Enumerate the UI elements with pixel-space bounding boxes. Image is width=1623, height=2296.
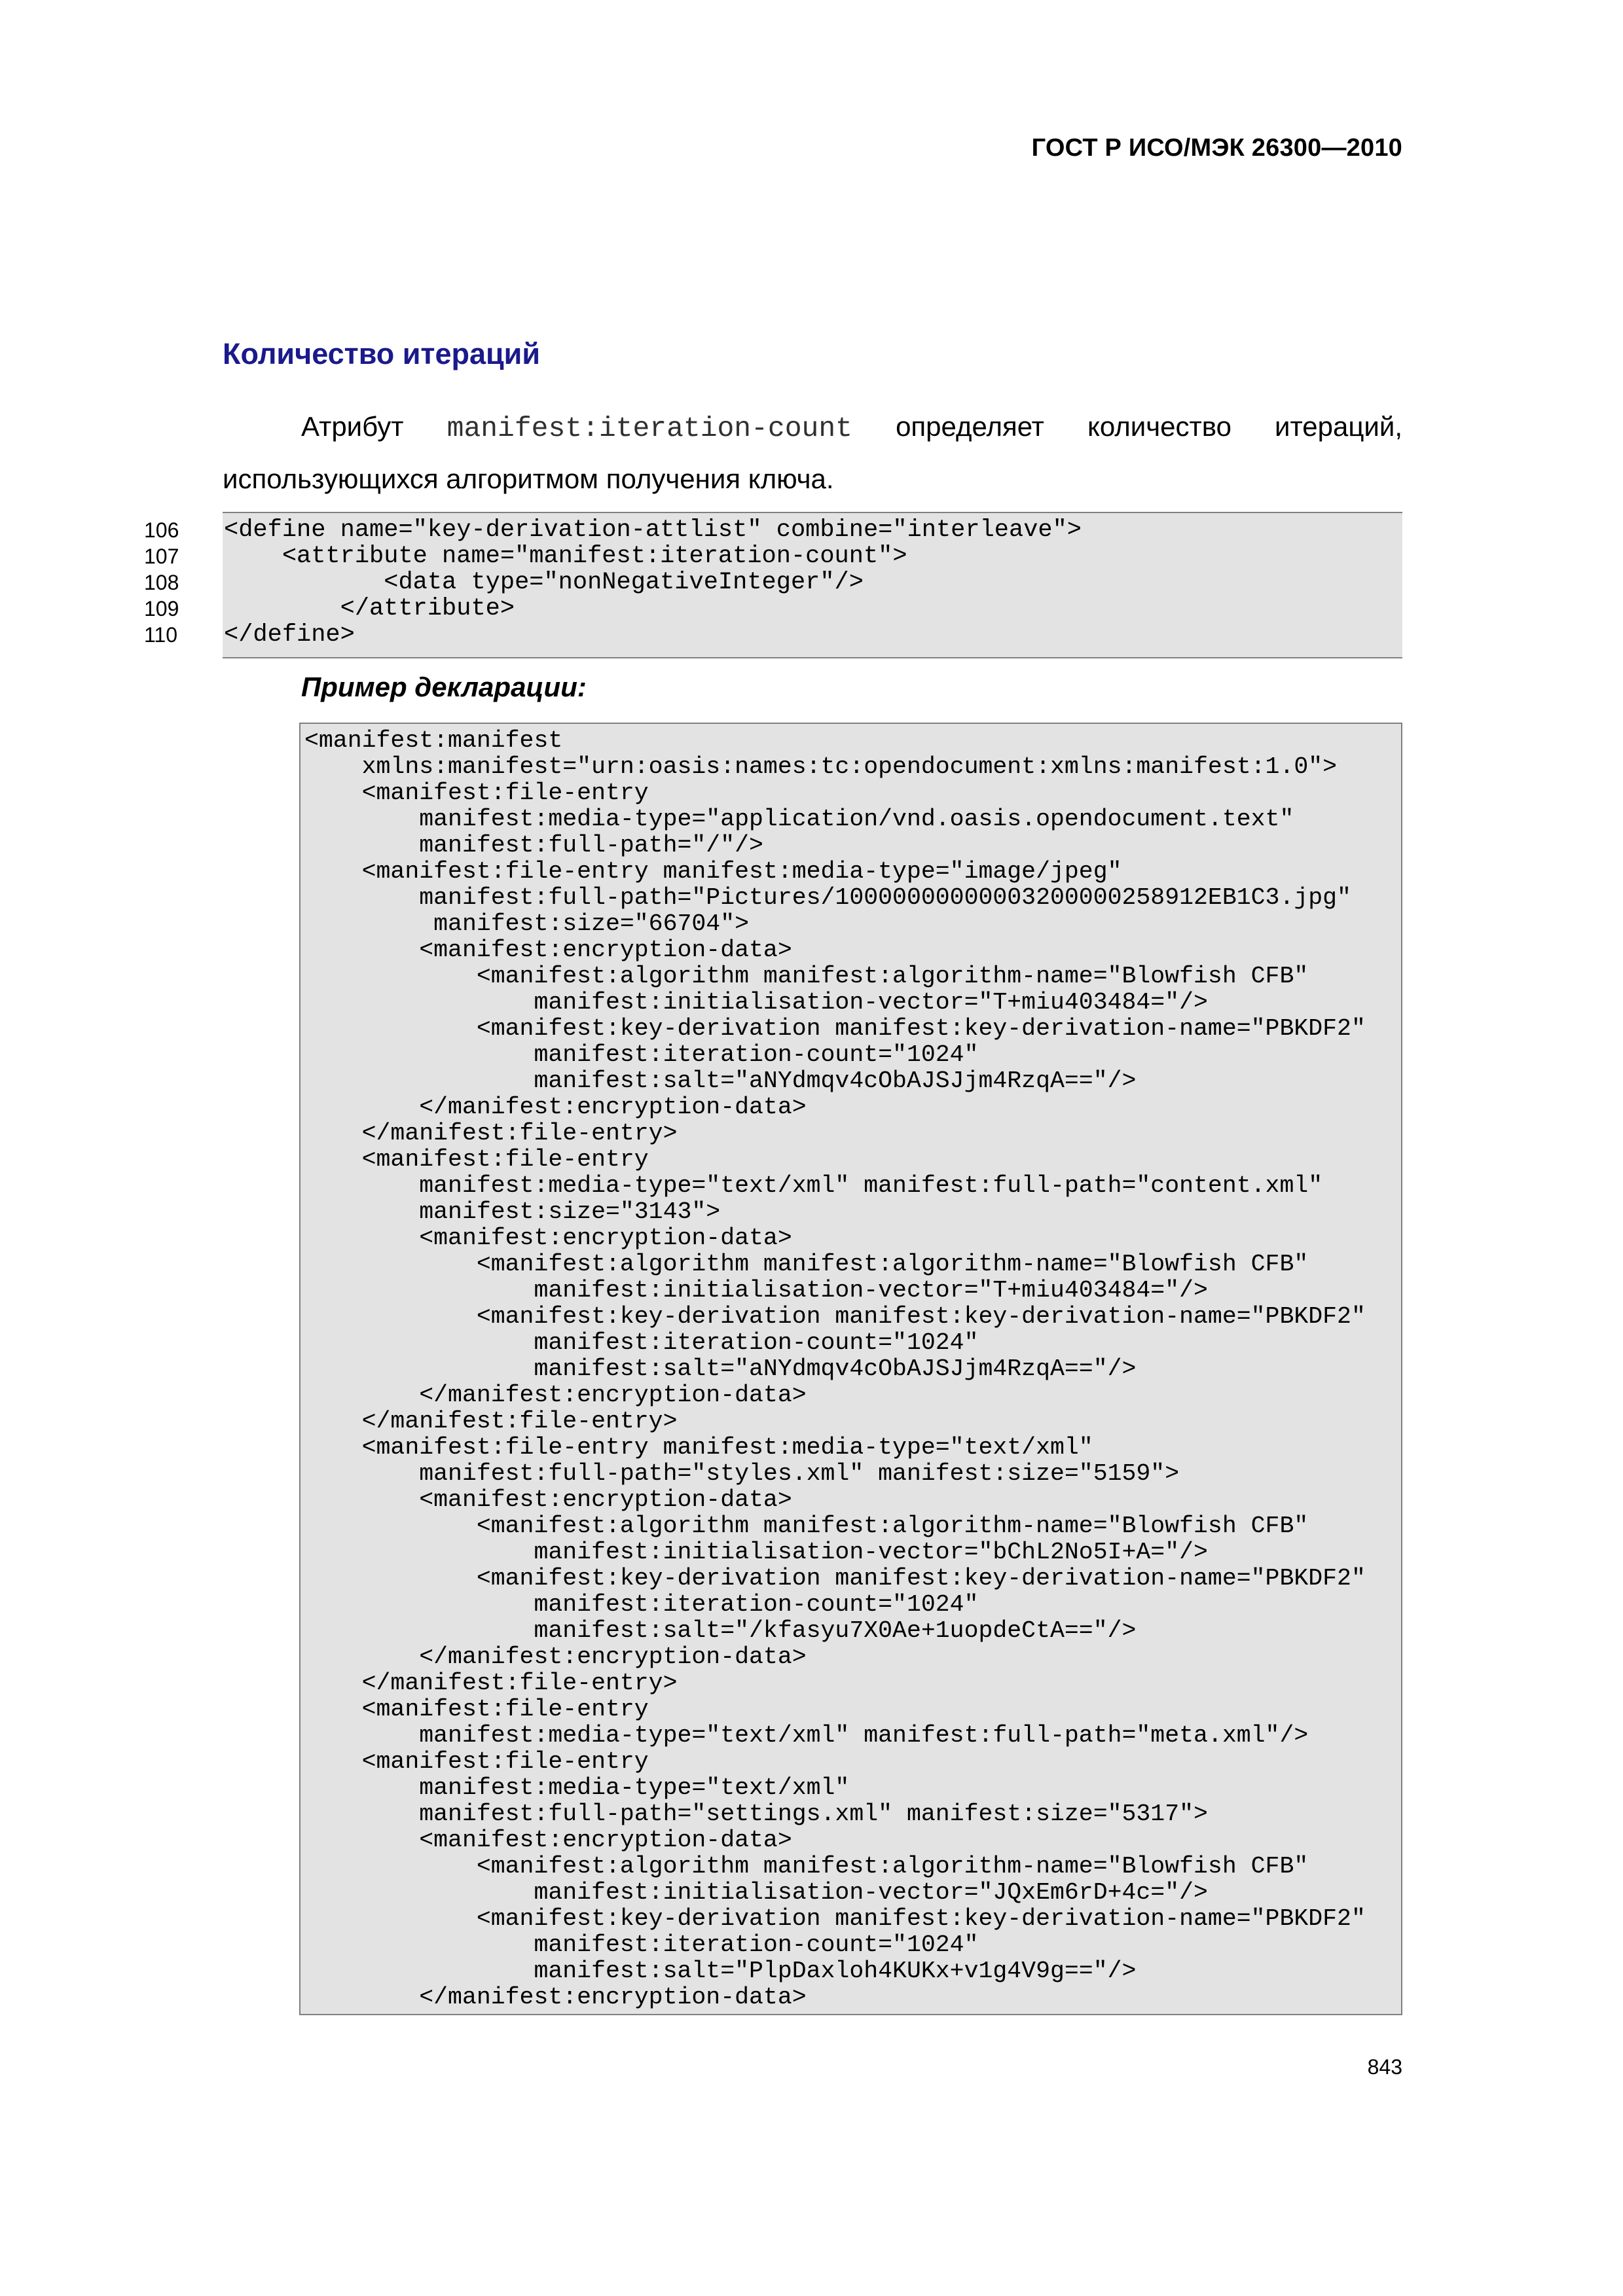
page-number: 843	[1367, 2055, 1402, 2079]
schema-line-numbers	[144, 517, 196, 648]
example-code-line: manifest:full-path="styles.xml" manifest:size="5159">	[304, 1460, 1180, 1487]
schema-code-line: </attribute>	[224, 595, 515, 622]
paragraph-continuation: определяет количество итераций,	[896, 411, 1403, 442]
paragraph-line-2: использующихся алгоритмом получения ключа.	[223, 463, 834, 494]
example-code-block	[299, 723, 1402, 2015]
example-code-line: </manifest:file-entry>	[304, 1408, 678, 1435]
example-code-line: <manifest:key-derivation manifest:key-derivation-name="PBKDF2"	[304, 1303, 1366, 1330]
example-code-line: manifest:media-type="text/xml" manifest:full-path="content.xml"	[304, 1172, 1323, 1199]
inline-code-attribute-name: manifest:iteration-count	[447, 412, 852, 444]
example-code-line: manifest:full-path="Pictures/10000000000003200000258912EB1C3.jpg"	[304, 884, 1351, 911]
example-code-line: manifest:initialisation-vector="T+miu403484="/>	[304, 1277, 1208, 1304]
example-code-line: manifest:iteration-count="1024"	[304, 1041, 979, 1068]
example-code-line: <manifest:algorithm manifest:algorithm-name="Blowfish CFB"	[304, 963, 1309, 990]
line-number: 106	[144, 518, 179, 542]
paragraph-line-1	[223, 401, 1402, 455]
example-code-line: manifest:media-type="text/xml" manifest:full-path="meta.xml"/>	[304, 1722, 1309, 1749]
example-label: Пример декларации:	[301, 672, 587, 702]
example-code-line: manifest:salt="/kfasyu7X0Ae+1uopdeCtA=="/>	[304, 1617, 1137, 1644]
example-code-line: </manifest:encryption-data>	[304, 1984, 807, 2011]
example-code-line: <manifest:key-derivation manifest:key-derivation-name="PBKDF2"	[304, 1905, 1366, 1932]
example-code-line: <manifest:file-entry manifest:media-type="image/jpeg"	[304, 858, 1122, 885]
example-code-line: <manifest:file-entry	[304, 780, 649, 806]
schema-code	[224, 517, 1082, 648]
document-standard-header: ГОСТ Р ИСО/МЭК 26300—2010	[1031, 134, 1402, 162]
example-code-line: manifest:iteration-count="1024"	[304, 1591, 979, 1618]
example-code-line: manifest:full-path="settings.xml" manifest:size="5317">	[304, 1801, 1208, 1827]
example-code-line: <manifest:key-derivation manifest:key-derivation-name="PBKDF2"	[304, 1015, 1366, 1042]
example-code-line: manifest:salt="aNYdmqv4cObAJSJjm4RzqA=="/>	[304, 1067, 1137, 1094]
schema-code-line: <attribute name="manifest:iteration-count">	[224, 543, 907, 570]
example-code-line: manifest:salt="PlpDaxloh4KUKx+v1g4V9g=="/>	[304, 1958, 1137, 1984]
example-code-line: manifest:media-type="application/vnd.oasis.opendocument.text"	[304, 806, 1294, 833]
example-code-line: manifest:iteration-count="1024"	[304, 1931, 979, 1958]
example-code-line: manifest:salt="aNYdmqv4cObAJSJjm4RzqA=="/>	[304, 1355, 1137, 1382]
example-code-line: <manifest:encryption-data>	[304, 937, 792, 963]
example-code-line: </manifest:encryption-data>	[304, 1382, 807, 1408]
example-code-line: <manifest:key-derivation manifest:key-derivation-name="PBKDF2"	[304, 1565, 1366, 1592]
example-code-line: manifest:media-type="text/xml"	[304, 1774, 850, 1801]
example-code-line: xmlns:manifest="urn:oasis:names:tc:opendocument:xmlns:manifest:1.0">	[304, 753, 1338, 780]
example-code-line: <manifest:file-entry	[304, 1696, 649, 1723]
example-code-line: </manifest:encryption-data>	[304, 1094, 807, 1121]
schema-code-line: <data type="nonNegativeInteger"/>	[224, 569, 864, 596]
line-number: 108	[144, 571, 179, 594]
example-code-line: <manifest:encryption-data>	[304, 1486, 792, 1513]
example-code-line: manifest:iteration-count="1024"	[304, 1329, 979, 1356]
example-code-line: <manifest:file-entry	[304, 1748, 649, 1775]
line-number: 109	[144, 597, 179, 620]
example-code-line: manifest:size="3143">	[304, 1198, 721, 1225]
example-code-line: <manifest:file-entry	[304, 1146, 649, 1173]
example-code-line: </manifest:file-entry>	[304, 1670, 678, 1696]
example-code-line: <manifest:file-entry manifest:media-type="text/xml"	[304, 1434, 1093, 1461]
schema-code-line: </define>	[224, 621, 355, 649]
example-code-line: <manifest:manifest	[304, 727, 563, 754]
example-code-line: <manifest:algorithm manifest:algorithm-name="Blowfish CFB"	[304, 1513, 1309, 1539]
line-number: 110	[144, 623, 178, 647]
example-code-line: <manifest:algorithm manifest:algorithm-name="Blowfish CFB"	[304, 1853, 1309, 1880]
example-code-line: manifest:initialisation-vector="JQxEm6rD+4c="/>	[304, 1879, 1208, 1906]
example-code-line: <manifest:encryption-data>	[304, 1827, 792, 1854]
example-code-line: <manifest:algorithm manifest:algorithm-name="Blowfish CFB"	[304, 1251, 1309, 1278]
example-code-line: manifest:initialisation-vector="bChL2No5I+A="/>	[304, 1539, 1208, 1566]
example-code-line: <manifest:encryption-data>	[304, 1225, 792, 1251]
paragraph-word-attribute: Атрибут	[301, 411, 404, 442]
example-code	[304, 728, 1366, 2011]
example-code-line: manifest:size="66704">	[304, 910, 750, 937]
line-number: 107	[144, 545, 179, 568]
schema-code-line: <define name="key-derivation-attlist" combine="interleave">	[224, 516, 1082, 544]
example-code-line: manifest:initialisation-vector="T+miu403484="/>	[304, 989, 1208, 1016]
example-code-line: </manifest:file-entry>	[304, 1120, 678, 1147]
example-code-line: </manifest:encryption-data>	[304, 1643, 807, 1670]
example-code-line: manifest:full-path="/"/>	[304, 832, 763, 859]
section-title: Количество итераций	[223, 337, 541, 370]
